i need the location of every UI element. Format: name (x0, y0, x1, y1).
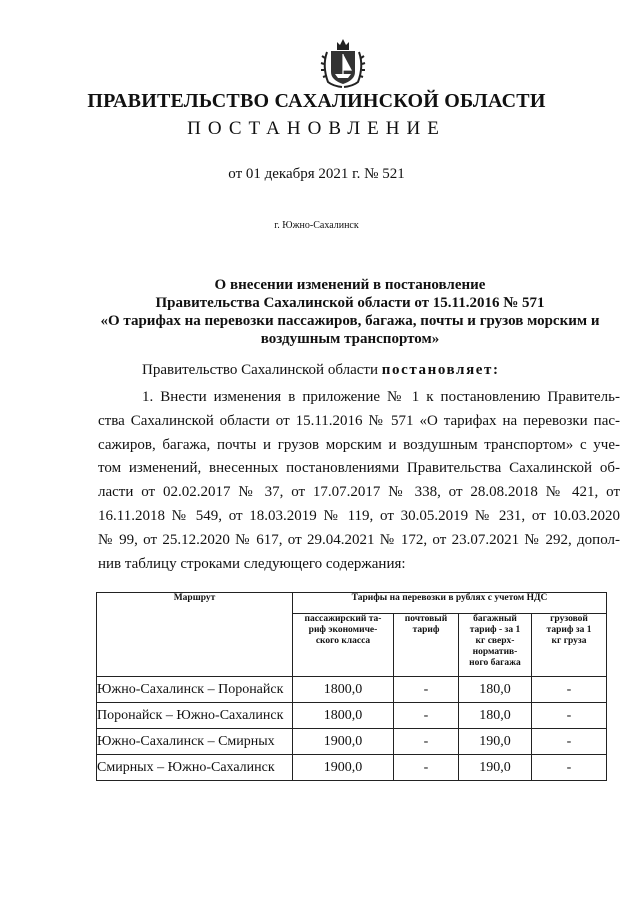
document-type: ПОСТАНОВЛЕНИЕ (187, 118, 446, 139)
table-header-row (97, 593, 607, 614)
body-line: ства Сахалинской области от 15.11.2016 № 571 «О тарифах на перевозки пас- (98, 412, 620, 429)
baggage-tariff-cell: 190,0 (459, 729, 532, 755)
body-paragraph (98, 386, 620, 576)
document-place: г. Южно-Сахалинск (274, 220, 359, 231)
route-cell: Южно-Сахалинск – Поронайск (97, 677, 293, 703)
subject-line: «О тарифах на перевозки пассажиров, багажа, почты и грузов морским и (100, 313, 600, 329)
subject-line: Правительства Сахалинской области от 15.11.2016 № 571 (155, 295, 545, 311)
preamble (142, 362, 500, 379)
body-line: сажиров, багажа, почты и грузов морским и воздушным транспортом» с уче- (98, 436, 620, 453)
preamble-emphasis: постановляет: (381, 362, 500, 378)
body-line: 1. Внести изменения в приложение № 1 к постановлению Правитель- (142, 389, 620, 405)
postal-tariff-cell: - (394, 677, 459, 703)
postal-tariff-cell: - (394, 729, 459, 755)
baggage-tariff-header: багажный тариф - за 1 кг сверх- норматив- ного багажа (459, 614, 532, 677)
passenger-tariff-header: пассажирский та- риф экономиче- ского класса (293, 614, 394, 677)
table-row (97, 755, 607, 781)
document-subject (80, 276, 620, 348)
table-row (97, 703, 607, 729)
table-row (97, 729, 607, 755)
body-line: 16.11.2018 № 549, от 18.03.2019 № 119, от 30.05.2019 № 231, от 10.03.2020 (98, 507, 620, 524)
baggage-tariff-cell: 180,0 (459, 703, 532, 729)
route-cell: Поронайск – Южно-Сахалинск (97, 703, 293, 729)
body-line: ласти от 02.02.2017 № 37, от 17.07.2017 № 338, от 28.08.2018 № 421, от (98, 484, 620, 501)
cargo-tariff-cell: - (532, 703, 607, 729)
baggage-tariff-cell: 180,0 (459, 677, 532, 703)
cargo-tariff-header: грузовой тариф за 1 кг груза (532, 614, 607, 677)
cargo-tariff-cell: - (532, 677, 607, 703)
postal-tariff-header: почтовый тариф (394, 614, 459, 677)
body-line: нив таблицу строками следующего содержания: (98, 555, 406, 572)
sakhalin-coat-of-arms-icon (318, 36, 368, 88)
route-cell: Южно-Сахалинск – Смирных (97, 729, 293, 755)
route-column-header: Маршрут (97, 593, 293, 677)
government-title: ПРАВИТЕЛЬСТВО САХАЛИНСКОЙ ОБЛАСТИ (87, 90, 546, 112)
subject-line: воздушным транспортом» (260, 331, 440, 347)
tariffs-group-header: Тарифы на перевозки в рублях с учетом НДС (293, 593, 607, 614)
postal-tariff-cell: - (394, 755, 459, 781)
cargo-tariff-cell: - (532, 755, 607, 781)
passenger-tariff-cell: 1800,0 (293, 677, 394, 703)
body-line: № 99, от 25.12.2020 № 617, от 29.04.2021 № 172, от 23.07.2021 № 292, допол- (98, 531, 620, 548)
route-cell: Смирных – Южно-Сахалинск (97, 755, 293, 781)
passenger-tariff-cell: 1900,0 (293, 729, 394, 755)
passenger-tariff-cell: 1800,0 (293, 703, 394, 729)
preamble-text: Правительство Сахалинской области (142, 362, 382, 378)
document-date-number: от 01 декабря 2021 г. № 521 (228, 166, 405, 182)
postal-tariff-cell: - (394, 703, 459, 729)
tariffs-table (96, 592, 607, 781)
table-row (97, 677, 607, 703)
baggage-tariff-cell: 190,0 (459, 755, 532, 781)
subject-line: О внесении изменений в постановление (214, 277, 486, 293)
cargo-tariff-cell: - (532, 729, 607, 755)
body-line: том изменений, внесенных постановлениями Правительства Сахалинской об- (98, 460, 620, 477)
passenger-tariff-cell: 1900,0 (293, 755, 394, 781)
